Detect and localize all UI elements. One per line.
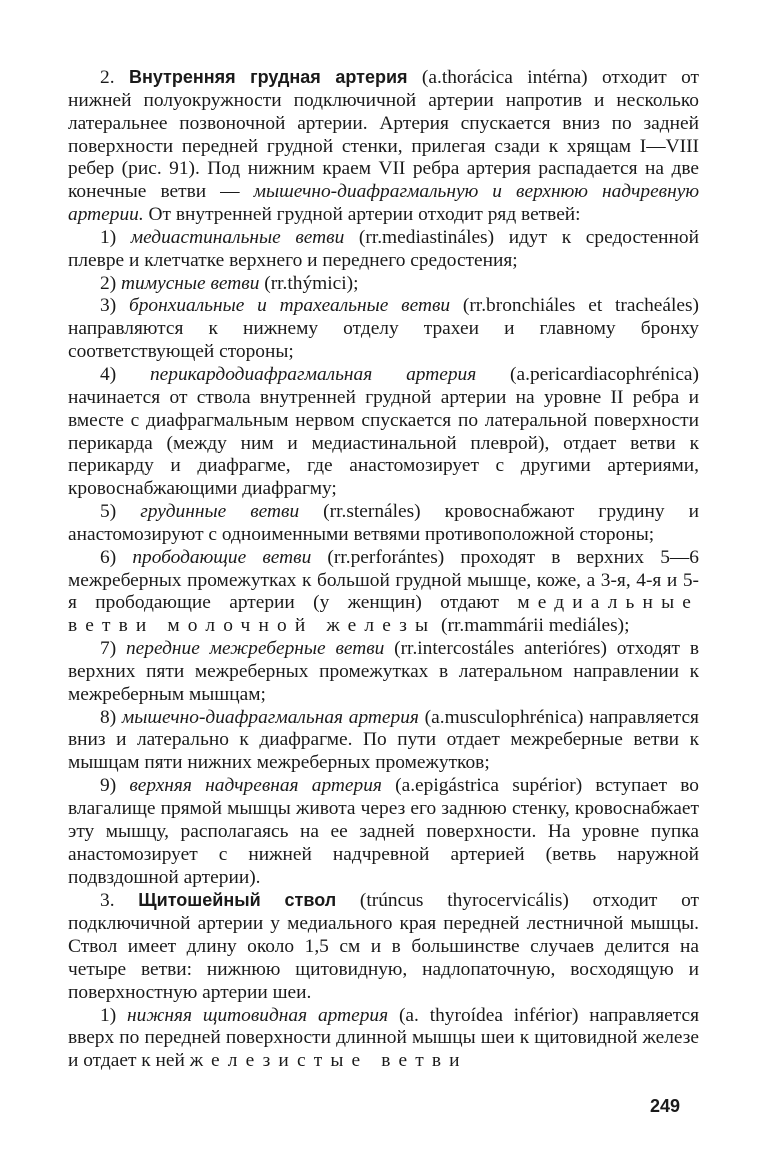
text-run: (trúncus thyrocervicális) отходит от подключичной артерии у медиального края передней лестничной мышцы. Ствол имеет длину около 1,5 см и в большинстве случаев делится на четыре ветви: нижнюю щитовидную, надлопаточную, восходящую и поверхностную артерии шеи. [68, 890, 699, 1003]
bold-term: Внутренняя грудная артерия [128, 67, 408, 87]
text-run: (rr.mediastináles) идут к средостенной плевре и клетчатке верхнего и переднего средостения; [68, 226, 699, 271]
paragraph [68, 273, 699, 296]
text-run: (rr.sternáles) кровоснабжают грудину и анастомозируют с одноименными ветвями противоположной стороны; [68, 501, 699, 545]
text-run: 1) [100, 226, 131, 248]
text-run: (a.thorácica intérna) отходит от нижней полуокружности подключичной артерии напротив и несколько латеральнее позвоночной артерии. Артерия спускается вниз по задней поверхности передней грудной стенки, прилегая сзади к хрящам I—VIII ребер (рис. 91). Под нижним краем VII ребра артерия распадается на две конечные ветви — [68, 67, 700, 203]
italic-term: нижняя щитовидная артерия [127, 1004, 389, 1026]
paragraph [68, 707, 699, 776]
italic-term: бронхиальные и трахеальные ветви [128, 295, 451, 317]
text-run: (a.epigástrica supérior) вступает во влагалище прямой мышцы живота через его заднюю стенку, кровоснабжает эту мышцу, располагаясь на ее задней поверхности. На уровне пупка анастомозирует с нижней надчревной артерией (ветвь наружной подвздошной артерии). [68, 775, 699, 888]
italic-term: перикардодиафрагмальная артерия [149, 363, 477, 385]
paragraph [68, 889, 699, 1004]
text-run: (rr.thýmici); [259, 272, 359, 294]
text-run: (rr.mammárii mediáles); [436, 615, 630, 637]
text-run: (a.pericardiacophrénica) начинается от ствола внутренней грудной артерии на уровне II ребра и вместе с диафрагмальным нервом спускается по латеральной поверхности перикарда (между ним и медиастинальной плеврой), отдает ветви к перикарду и диафрагме, где анастомозирует с другими артериями, кровоснабжающими диафрагму; [68, 363, 699, 500]
paragraph [68, 227, 699, 273]
text-run: 6) [100, 546, 133, 568]
paragraph [68, 775, 699, 889]
text-run: 3) [100, 295, 129, 317]
italic-term: передние межреберные ветви [125, 638, 385, 660]
paragraph [68, 66, 699, 227]
spaced-term: медиальные ветви молочной железы [68, 592, 699, 637]
italic-term: грудинные ветви [140, 501, 300, 523]
page-number: 249 [650, 1096, 681, 1116]
text-run: (a.musculophrénica) направляется вниз и латерально к диафрагме. По пути отдает межреберные ветви к мышцам пяти нижних межреберных промежутков; [68, 706, 699, 774]
paragraph [68, 501, 699, 547]
text-run: 2) [100, 272, 122, 294]
paragraph [68, 295, 699, 364]
page-text [68, 66, 699, 1073]
text-run: 9) [100, 775, 130, 797]
text-run: 8) [100, 706, 122, 728]
bold-term: Щитошейный ствол [138, 890, 337, 911]
text-run: 1) [100, 1004, 127, 1026]
text-run: 4) [100, 363, 150, 385]
italic-term: мышечно-диафрагмальная артерия [121, 706, 419, 728]
spaced-term: железистые ветви [189, 1050, 468, 1072]
italic-term: медиастинальные ветви [130, 226, 345, 248]
text-run: (rr.perforántes) проходят в верхних 5—6 межреберных промежутках к большой грудной мышце, коже, а 3-я, 4-я и 5-я прободающие артерии (у женщин) отдают [68, 546, 699, 614]
paragraph [68, 547, 699, 638]
paragraph [68, 1005, 699, 1074]
text-run: (rr.intercostáles anterióres) отходят в верхних пяти межреберных промежутках в латеральном направлении к межреберным мышцам; [68, 638, 699, 705]
text-run: (rr.bronchiáles et tracheáles) направляются к нижнему отделу трахеи и главному бронху соответствующей стороны; [68, 295, 699, 363]
text-run: 7) [100, 638, 126, 660]
text-run: 3. [100, 890, 139, 912]
paragraph [68, 638, 699, 707]
text-run: 5) [100, 501, 141, 523]
text-run: От внутренней грудной артерии отходит ряд ветвей: [143, 204, 581, 226]
italic-term: мышечно-диафрагмальную и верхнюю надчревную артерии. [68, 181, 699, 226]
paragraph [68, 364, 699, 501]
italic-term: тимусные ветви [121, 272, 260, 294]
text-run: 2. [100, 67, 129, 88]
italic-term: верхняя надчревная артерия [129, 775, 382, 797]
italic-term: прободающие ветви [132, 546, 312, 568]
text-run: (a. thyroídea inférior) направляется вверх по передней поверхности длинной мышцы шеи к щитовидной железе и отдает к ней [68, 1004, 699, 1072]
